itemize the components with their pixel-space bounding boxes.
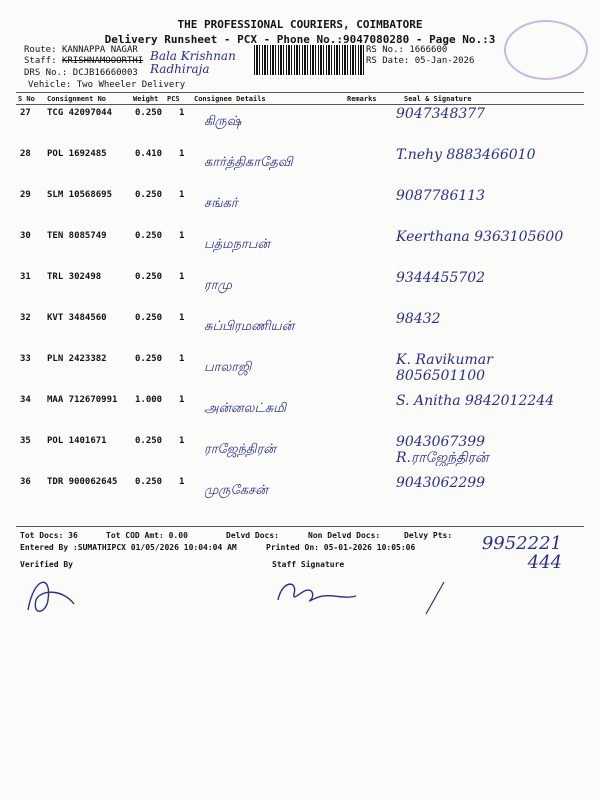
- row-seal-signature: S. Anitha 9842012244: [396, 393, 555, 409]
- col-remarks: Remarks: [347, 95, 377, 103]
- row-pcs: 1: [179, 231, 185, 241]
- row-pcs: 1: [179, 190, 185, 200]
- row-weight: 0.250: [135, 313, 163, 323]
- row-sno: 35: [20, 436, 31, 446]
- row-seal-signature: K. Ravikumar 8056501100: [396, 352, 493, 384]
- row-consignee-handwritten: ராமு: [204, 278, 232, 293]
- row-pcs: 1: [179, 272, 185, 282]
- row-weight: 0.250: [135, 354, 163, 364]
- rs-number: RS No.: 1666600: [366, 45, 448, 55]
- row-consignee-handwritten: அன்னலட்சுமி: [204, 401, 287, 416]
- runsheet-title: Delivery Runsheet - PCX - Phone No.:9047080280 - Page No.:3: [104, 33, 496, 46]
- row-weight: 0.250: [135, 231, 163, 241]
- delivery-points: Delvy Pts:: [404, 531, 453, 540]
- staff-handwritten: Bala Krishnan Radhiraja: [150, 49, 236, 76]
- row-consignee-handwritten: பாலாஜி: [204, 360, 252, 375]
- row-seal-signature: 9047348377: [396, 106, 486, 122]
- vehicle-line: Vehicle: Two Wheeler Delivery: [28, 80, 186, 90]
- row-consignment: MAA 712670991: [47, 395, 118, 405]
- col-pcs: PCS: [167, 95, 180, 103]
- staff-signature-label: Staff Signature: [272, 560, 345, 569]
- row-consignment: KVT 3484560: [47, 313, 107, 323]
- row-consignment: POL 1401671: [47, 436, 107, 446]
- row-sno: 29: [20, 190, 31, 200]
- row-sno: 33: [20, 354, 31, 364]
- route-label: Route:: [24, 45, 57, 55]
- row-sno: 27: [20, 108, 31, 118]
- row-sno: 31: [20, 272, 31, 282]
- rs-date: RS Date: 05-Jan-2026: [366, 56, 475, 66]
- row-consignment: SLM 10568695: [47, 190, 113, 200]
- total-cod: Tot COD Amt: 0.00: [106, 531, 188, 540]
- row-consignment: TDR 900062645: [47, 477, 118, 487]
- row-weight: 0.410: [135, 149, 163, 159]
- row-sno: 36: [20, 477, 31, 487]
- row-consignment: POL 1692485: [47, 149, 107, 159]
- row-sno: 30: [20, 231, 31, 241]
- row-pcs: 1: [179, 313, 185, 323]
- staff-value: KRISHNAMOOORTHI: [61, 56, 144, 66]
- row-weight: 0.250: [135, 272, 163, 282]
- row-seal-signature: Keerthana 9363105600: [396, 229, 564, 245]
- row-seal-signature: 9344455702: [396, 270, 486, 286]
- col-consignee: Consignee Details: [194, 95, 266, 103]
- barcode-icon: [254, 45, 364, 75]
- row-sno: 28: [20, 149, 31, 159]
- row-pcs: 1: [179, 149, 185, 159]
- row-consignee-handwritten: கிருஷ்: [204, 114, 242, 129]
- row-pcs: 1: [179, 108, 185, 118]
- footer-rule: [16, 526, 584, 527]
- row-pcs: 1: [179, 436, 185, 446]
- handwritten-total: 9952221444: [481, 533, 562, 573]
- row-consignee-handwritten: கார்த்திகாதேவி: [204, 155, 293, 170]
- row-seal-signature: 9043062299: [396, 475, 486, 491]
- pen-stroke-icon: [420, 578, 450, 618]
- col-seal: Seal & Signature: [404, 95, 472, 103]
- row-weight: 0.250: [135, 477, 163, 487]
- row-seal-signature: 98432: [396, 311, 441, 327]
- row-consignment: PLN 2423382: [47, 354, 107, 364]
- drs-line: [24, 68, 138, 78]
- company-title: THE PROFESSIONAL COURIERS, COIMBATORE: [177, 18, 423, 31]
- printed-on: Printed On: 05-01-2026 10:05:06: [266, 543, 416, 552]
- row-weight: 0.250: [135, 190, 163, 200]
- row-consignee-handwritten: முருகேசன்: [204, 483, 268, 498]
- staff-line: [24, 56, 143, 66]
- row-weight: 0.250: [135, 108, 163, 118]
- row-consignee-handwritten: சங்கர்: [204, 196, 238, 211]
- header-bottom-rule: [16, 104, 584, 105]
- entered-by: Entered By :SUMATHIPCX 01/05/2026 10:04:04 AM: [20, 543, 237, 552]
- header-top-rule: [16, 92, 584, 93]
- row-consignment: TEN 8085749: [47, 231, 107, 241]
- col-consignment: Consignment No: [47, 95, 107, 103]
- row-seal-signature: 9043067399 R.ராஜேந்திரன்: [396, 434, 489, 466]
- route-value: KANNAPPA NAGAR: [61, 45, 138, 55]
- staff-signature-icon: [272, 574, 362, 610]
- row-pcs: 1: [179, 395, 185, 405]
- row-sno: 34: [20, 395, 31, 405]
- non-delivered-docs: Non Delvd Docs:: [308, 531, 381, 540]
- row-consignee-handwritten: ராஜேந்திரன்: [204, 442, 276, 457]
- col-weight: Weight: [133, 95, 159, 103]
- row-consignment: TRL 302498: [47, 272, 102, 282]
- row-weight: 0.250: [135, 436, 163, 446]
- row-pcs: 1: [179, 477, 185, 487]
- row-consignee-handwritten: சுப்பிரமணியன்: [204, 319, 295, 334]
- row-consignee-handwritten: பத்மநாபன்: [204, 237, 271, 252]
- row-seal-signature: 9087786113: [396, 188, 486, 204]
- delivered-docs: Delvd Docs:: [226, 531, 279, 540]
- staff-label: Staff:: [24, 56, 57, 66]
- verified-signature-icon: [22, 570, 82, 620]
- route-line: [24, 45, 138, 55]
- row-sno: 32: [20, 313, 31, 323]
- row-seal-signature: T.nehy 8883466010: [396, 147, 536, 163]
- row-consignment: TCG 42097044: [47, 108, 113, 118]
- verified-by-label: Verified By: [20, 560, 73, 569]
- drs-label: DRS No.:: [24, 68, 68, 78]
- col-sno: S No: [18, 95, 35, 103]
- row-weight: 1.000: [135, 395, 163, 405]
- row-pcs: 1: [179, 354, 185, 364]
- total-docs: Tot Docs: 36: [20, 531, 78, 540]
- drs-value: DCJB16660003: [72, 68, 138, 78]
